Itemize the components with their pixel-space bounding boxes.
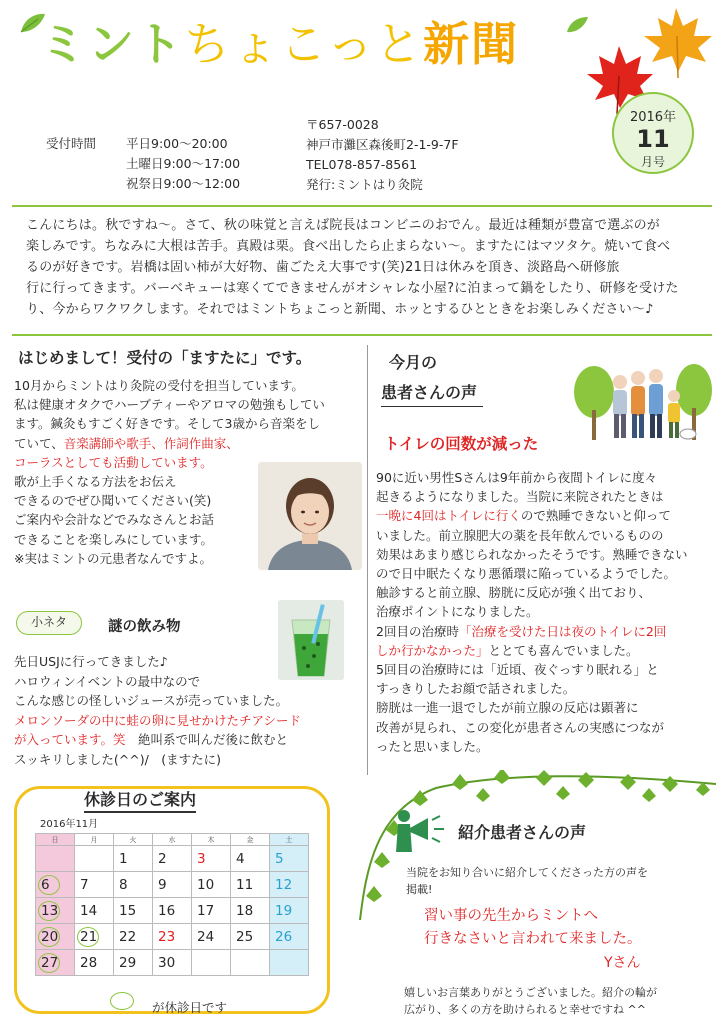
calendar-day: 16	[153, 898, 192, 924]
intro-line: 行に行ってきます。バーベキューは寒くてできませんがオシャレな小屋?に泊まって鍋をしたり、研修を受けた	[26, 281, 679, 296]
referral-heading: 紹介患者さんの声	[458, 823, 587, 842]
voice-emphasis: しか行かなかった」	[376, 642, 489, 658]
divider	[12, 205, 712, 207]
koneta-emphasis: が入っています。笑	[14, 732, 126, 748]
greeting-line	[14, 434, 325, 453]
weekday-header: 月	[75, 834, 114, 846]
referral-quote-line: 習い事の先生からミントへ	[424, 908, 598, 924]
weekday-header: 土	[270, 834, 309, 846]
referral-sub-line: 掲載!	[406, 883, 433, 896]
calendar-day: 26	[270, 924, 309, 950]
voice-line	[376, 641, 688, 660]
referral-footer-line: 嬉しいお言葉ありがとうございました。紹介の輪が	[404, 986, 657, 999]
weekday-header: 水	[153, 834, 192, 846]
koneta-heading: 謎の飲み物	[108, 619, 181, 635]
koneta-line: スッキリしました(^^)/ (ますたに)	[14, 751, 222, 767]
greeting-line: ます。鍼灸もすごく好きです。そして3歳から音楽をし	[14, 416, 320, 432]
calendar-day: 18	[231, 898, 270, 924]
calendar-week	[36, 846, 309, 872]
voice-emphasis: 一晩に4回はトイレに行く	[376, 508, 521, 524]
voice-text: 2回目の治療時	[376, 623, 459, 639]
calendar-day: 28	[75, 950, 114, 976]
voice-subheading: トイレの回数が減った	[384, 435, 539, 453]
voice-line: 効果はあまり感じられなかったそうです。熟睡できない	[376, 546, 688, 562]
calendar-day: 17	[192, 898, 231, 924]
calendar-day: 23	[153, 924, 192, 950]
calendar-day: 30	[153, 950, 192, 976]
receptionist-photo	[258, 462, 362, 570]
voice-line: 膀胱は一進一退でしたが前立腺の反応は顕著に	[376, 700, 639, 716]
calendar-day: 14	[75, 898, 114, 924]
referral-quote	[424, 905, 642, 951]
calendar-day: 9	[153, 872, 192, 898]
calendar-day: 19	[270, 898, 309, 924]
weekday-header: 金	[231, 834, 270, 846]
hours-saturday: 土曜日9:00～17:00	[126, 156, 241, 171]
calendar-day: 1	[114, 846, 153, 872]
referral-subtext	[406, 864, 648, 898]
calendar-day	[75, 846, 114, 872]
newsletter-title	[40, 14, 519, 74]
greeting-line: できることを楽しみにしています。	[14, 531, 214, 547]
calendar-week	[36, 872, 309, 898]
divider	[12, 334, 712, 336]
closed-day-marker-icon	[110, 992, 134, 1010]
voice-line: 起きるようになりました。当院に来院されたときは	[376, 489, 664, 505]
street-address: 神戸市灘区森後町2-1-9-7F	[306, 137, 459, 152]
issue-number: 11	[636, 125, 670, 153]
greeting-text: ていて、	[14, 435, 64, 451]
issue-year: 2016年	[629, 110, 677, 125]
publisher: 発行:ミントはり灸院	[306, 177, 423, 192]
hours-weekday: 平日9:00～20:00	[126, 136, 228, 151]
calendar-legend: が休診日です	[152, 1000, 228, 1015]
voice-line	[376, 506, 688, 525]
voice-line	[376, 622, 688, 641]
weekday-header: 日	[36, 834, 75, 846]
issue-badge	[612, 92, 694, 174]
referral-footer-line: 広がり、多くの方を助けられると幸せですね ^^	[404, 1003, 646, 1016]
issue-suffix: 月号	[640, 155, 665, 169]
greeting-line: ご案内や会計などでみなさんとお話	[14, 512, 215, 528]
voice-line: 治療ポイントになりました。	[376, 604, 539, 620]
voice-line: 90に近い男性Sさんは9年前から夜間トイレに度々	[376, 470, 658, 485]
intro-text	[26, 215, 706, 320]
calendar-day	[270, 950, 309, 976]
calendar-day: 25	[231, 924, 270, 950]
calendar-day: 27	[36, 950, 75, 976]
calendar-day: 24	[192, 924, 231, 950]
megaphone-person-icon	[394, 806, 446, 854]
intro-line: るのが好きです。岩橋は固い柿が大好物、歯ごたえ大事です(笑)21日は休みを頂き、淡路島へ研修旅	[26, 260, 620, 275]
weekday-header: 火	[114, 834, 153, 846]
referral-sub-line: 当院をお知り合いに紹介してくださった方の声を	[406, 866, 648, 879]
intro-line: こんにちは。秋ですね～。さて、秋の味覚と言えば院長はコンビニのおでん。最近は種類が豊富で選ぶのが	[26, 218, 660, 233]
weekday-header: 木	[192, 834, 231, 846]
calendar-day: 2	[153, 846, 192, 872]
calendar-day: 22	[114, 924, 153, 950]
voice-text: ととても喜んでいました。	[488, 642, 639, 658]
koneta-line: ハロウィンイベントの最中なので	[14, 673, 201, 689]
calendar-table	[35, 833, 309, 976]
voice-line: 5回目の治療時には「近頃、夜ぐっすり眠れる」と	[376, 662, 659, 678]
calendar-day: 12	[270, 872, 309, 898]
voice-line: ったと思いました。	[376, 738, 489, 754]
calendar-week	[36, 950, 309, 976]
title-mint: ミント	[40, 17, 184, 71]
greeting-emphasis: コーラスとしても活動しています。	[14, 454, 213, 470]
calendar-day: 7	[75, 872, 114, 898]
calendar-day: 29	[114, 950, 153, 976]
calendar-day: 4	[231, 846, 270, 872]
intro-line: り、今からワクワクします。それではミントちょこっと新聞、ホッとするひとときをお楽しみください～♪	[26, 302, 654, 317]
koneta-line	[14, 730, 301, 750]
calendar-day: 21	[75, 924, 114, 950]
voice-heading-line1: 今月の	[389, 353, 438, 372]
calendar-week	[36, 924, 309, 950]
greeting-line: できるのでぜひ聞いてください(笑)	[14, 493, 212, 509]
calendar-day	[231, 950, 270, 976]
family-illustration-icon	[572, 352, 714, 442]
greeting-line: ※実はミントの元患者なんですよ。	[14, 550, 212, 566]
voice-line: 改善が見られ、この変化が患者さんの実感につなが	[376, 719, 665, 735]
greeting-heading: はじめまして！受付の「ますたに」です。	[18, 349, 312, 367]
voice-line: いました。前立腺肥大の薬を長年飲んでいるものの	[376, 527, 664, 543]
referral-quote-line: 行きなさいと言われて来ました。	[424, 931, 642, 947]
voice-emphasis: 「治療を受けた日は夜のトイレに2回	[458, 623, 667, 639]
calendar-week	[36, 898, 309, 924]
greeting-line: 私は健康オタクでハーブティーやアロマの勉強もしてい	[14, 397, 325, 413]
koneta-badge: 小ネタ	[16, 611, 82, 635]
greeting-line: 歌が上手くなる方法をお伝え	[14, 474, 177, 490]
calendar-day: 6	[36, 872, 75, 898]
intro-line: 楽しみです。ちなみに大根は苦手。真殿は栗。食べ出したら止まらない～。ますたにはマツタケ。焼いて食べ	[26, 239, 671, 254]
phone-number: TEL078-857-8561	[306, 157, 418, 172]
column-divider	[367, 345, 368, 775]
koneta-text: 絶叫系で叫んだ後に飲むと	[125, 732, 289, 748]
koneta-emphasis: メロンソーダの中に蛙の卵に見せかけたチアシード	[14, 712, 302, 728]
voice-line: 触診すると前立腺、膀胱に反応が強く出ており、	[376, 585, 652, 601]
hours-holiday: 祝祭日9:00～12:00	[126, 176, 241, 191]
voice-text: ので熟睡できないと仰って	[520, 508, 671, 524]
calendar-day: 15	[114, 898, 153, 924]
voice-heading-line2: 患者さんの声	[381, 380, 483, 407]
calendar-day	[192, 950, 231, 976]
calendar-day: 20	[36, 924, 75, 950]
leaf-icon	[565, 14, 591, 36]
calendar-day: 11	[231, 872, 270, 898]
postal-code: 〒657-0028	[306, 117, 379, 132]
calendar-title: 休診日のご案内	[84, 789, 196, 813]
calendar-day	[36, 846, 75, 872]
referral-footer	[404, 984, 657, 1018]
calendar-month: 2016年11月	[40, 819, 99, 830]
koneta-line: こんな感じの怪しいジュースが売っていました。	[14, 693, 289, 709]
koneta-line: 先日USJに行ってきました♪	[14, 654, 168, 669]
referral-name: Yさん	[604, 955, 641, 971]
hours-label: 受付時間	[46, 136, 97, 151]
koneta-body	[14, 652, 301, 770]
calendar-day: 10	[192, 872, 231, 898]
title-shinbun: 新聞	[423, 17, 520, 71]
calendar-day: 5	[270, 846, 309, 872]
calendar-day: 8	[114, 872, 153, 898]
clinic-address	[306, 115, 459, 195]
voice-body	[376, 468, 688, 756]
calendar-day: 13	[36, 898, 75, 924]
title-chokotto: ちょこっと	[184, 17, 424, 71]
greeting-line: 10月からミントはり灸院の受付を担当しています。	[14, 378, 304, 393]
voice-line: ので日中眠たくなり悪循環に陥っているようでした。	[376, 566, 677, 582]
greeting-emphasis: 音楽講師や歌手、作詞作曲家、	[63, 435, 239, 451]
calendar-day: 3	[192, 846, 231, 872]
voice-line: すっきりしたお顔で話されました。	[376, 681, 576, 697]
